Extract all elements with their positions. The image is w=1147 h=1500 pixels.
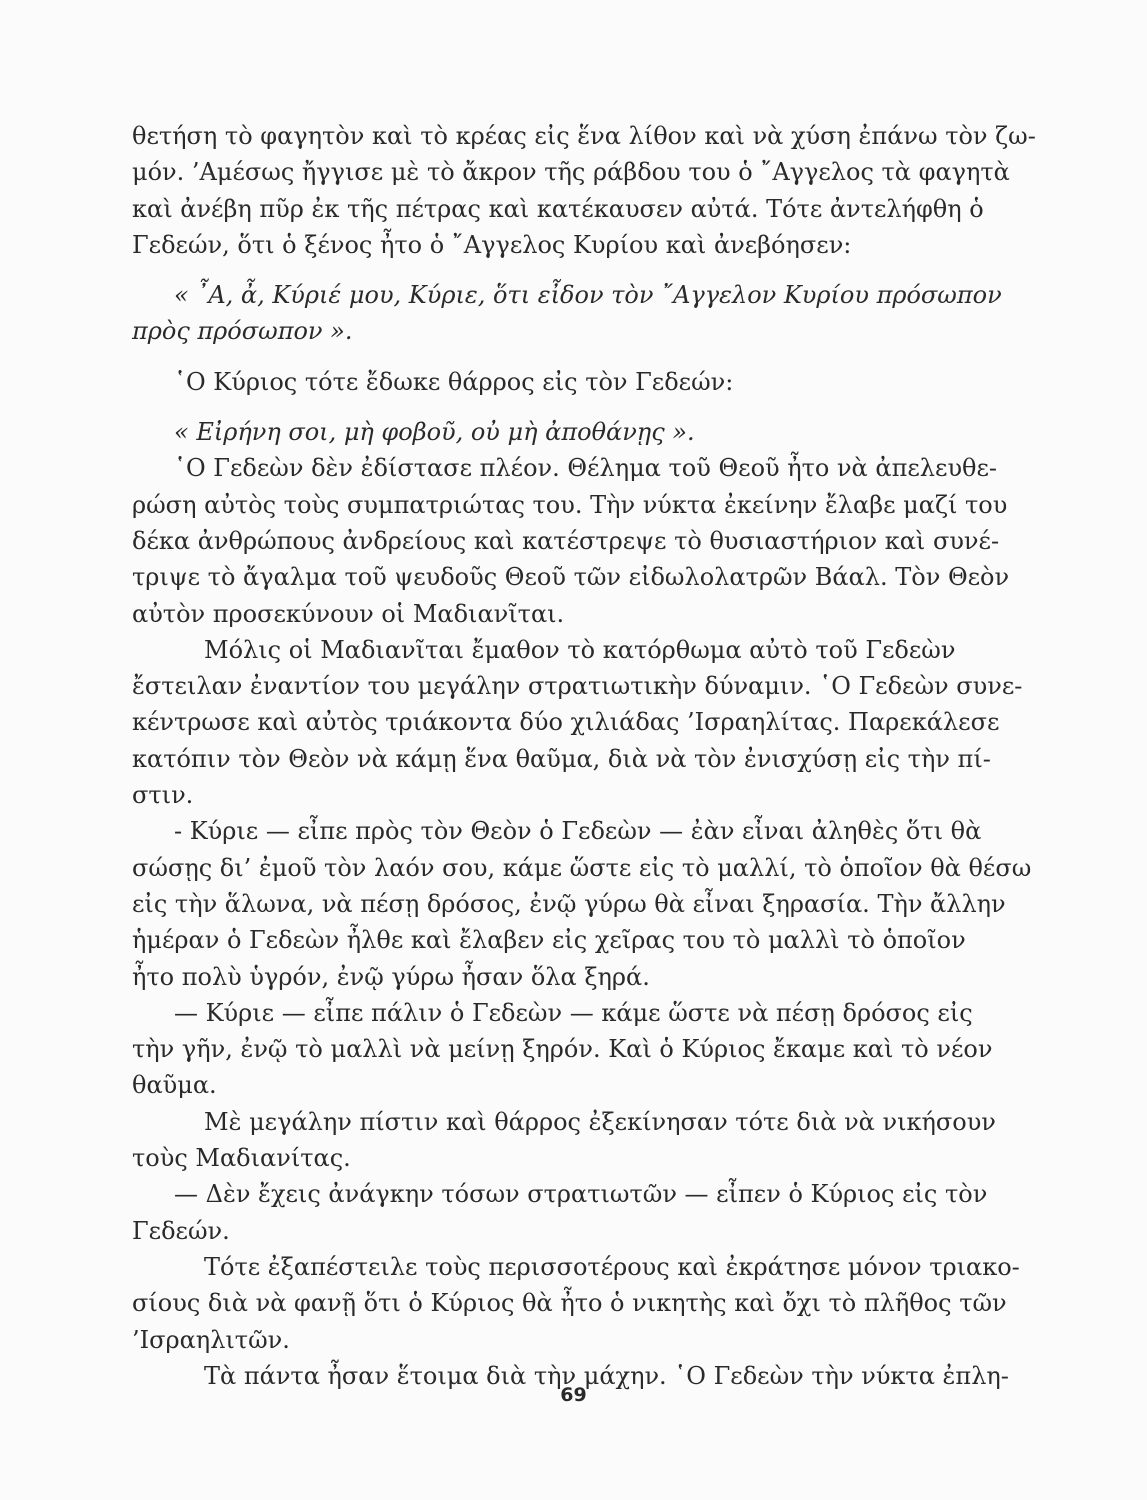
text-line: Γεδεών. <box>132 1216 230 1245</box>
paragraph-gap <box>132 400 952 414</box>
text-line: μόν. ’Αμέσως ἤγγισε μὲ τὸ ἄκρον τῆς ράβδου του ὁ ῎Αγγελος τὰ φαγητὰ <box>132 158 1010 187</box>
text-line: δέκα ἀνθρώπους ἀνδρείους καὶ κατέστρεψε τὸ θυσιαστήριον καὶ συνέ- <box>132 526 1000 555</box>
text-line: καὶ ἀνέβη πῦρ ἐκ τῆς πέτρας καὶ κατέκαυσεν αὐτά. Τότε ἀντελήφθη ὁ <box>132 194 984 223</box>
text-line: Τότε ἐξαπέστειλε τοὺς περισσοτέρους καὶ ἐκράτησε μόνον τριακο- <box>204 1252 1020 1281</box>
text-line: θαῦμα. <box>132 1071 217 1100</box>
text-line: στιν. <box>132 781 194 810</box>
quote-line: πρὸς πρόσωπον ». <box>132 317 353 346</box>
quote-line: « Εἰρήνη σοι, μὴ φοβοῦ, οὐ μὴ ἀποθάνῃς ». <box>174 418 695 447</box>
text-line: ἡμέραν ὁ Γεδεὼν ἦλθε καὶ ἔλαβεν εἰς χεῖρας του τὸ μαλλὶ τὸ ὁποῖον <box>132 926 966 955</box>
paragraph-gap <box>132 263 952 277</box>
text-line: ῾Ο Κύριος τότε ἔδωκε θάρρος εἰς τὸν Γεδεών: <box>174 367 734 396</box>
text-line: — Δὲν ἔχεις ἀνάγκην τόσων στρατιωτῶν — εἶπεν ὁ Κύριος εἰς τὸν <box>174 1180 988 1209</box>
page-number: 69 <box>560 1384 587 1406</box>
text-line: τὴν γῆν, ἐνῷ τὸ μαλλὶ νὰ μείνῃ ξηρόν. Καὶ ὁ Κύριος ἔκαμε καὶ τὸ νέον <box>132 1035 993 1064</box>
text-line: ρώση αὐτὸς τοὺς συμπατριώτας του. Τὴν νύκτα ἐκείνην ἔλαβε μαζί του <box>132 490 1008 519</box>
text-line: — Κύριε — εἶπε πάλιν ὁ Γεδεὼν — κάμε ὥστε νὰ πέσῃ δρόσος εἰς <box>174 998 973 1027</box>
quote-line: « ῏Α, ἆ, Κύριέ μου, Κύριε, ὅτι εἶδον τὸν ῎Αγγελον Κυρίου πρόσωπον <box>174 281 1002 310</box>
text-line: σώσῃς δι’ ἐμοῦ τὸν λαόν σου, κάμε ὥστε εἰς τὸ μαλλί, τὸ ὁποῖον θὰ θέσω <box>132 853 1032 882</box>
text-line: Μὲ μεγάλην πίστιν καὶ θάρρος ἐξεκίνησαν τότε διὰ νὰ νικήσουν <box>204 1107 996 1136</box>
text-line: Τὰ πάντα ἦσαν ἕτοιμα διὰ τὴν μάχην. ῾Ο Γεδεὼν τὴν νύκτα ἐπλη- <box>204 1361 1009 1390</box>
text-line: κέντρωσε καὶ αὐτὸς τριάκοντα δύο χιλιάδας ’Ισραηλίτας. Παρεκάλεσε <box>132 708 1000 737</box>
text-line: - Κύριε — εἶπε πρὸς τὸν Θεὸν ὁ Γεδεὼν — ἐὰν εἶναι ἀληθὲς ὅτι θὰ <box>174 817 982 846</box>
text-line: ῾Ο Γεδεὼν δὲν ἐδίστασε πλέον. Θέλημα τοῦ Θεοῦ ἦτο νὰ ἀπελευθε- <box>174 454 998 483</box>
text-line: τοὺς Μαδιανίτας. <box>132 1144 351 1173</box>
paragraph-gap <box>132 350 952 364</box>
text-line: Μόλις οἱ Μαδιανῖται ἔμαθον τὸ κατόρθωμα αὐτὸ τοῦ Γεδεὼν <box>204 635 956 664</box>
text-line: σίους διὰ νὰ φανῇ ὅτι ὁ Κύριος θὰ ἦτο ὁ νικητὴς καὶ ὄχι τὸ πλῆθος τῶν <box>132 1289 1007 1318</box>
text-line: κατόπιν τὸν Θεὸν νὰ κάμῃ ἕνα θαῦμα, διὰ νὰ τὸν ἐνισχύσῃ εἰς τὴν πί- <box>132 744 991 773</box>
text-line: ἦτο πολὺ ὑγρόν, ἐνῷ γύρω ἦσαν ὅλα ξηρά. <box>132 962 650 991</box>
text-line: αὐτὸν προσεκύνουν οἱ Μαδιανῖται. <box>132 599 565 628</box>
text-line: τριψε τὸ ἄγαλμα τοῦ ψευδοῦς Θεοῦ τῶν εἰδωλολατρῶν Βάαλ. Τὸν Θεὸν <box>132 563 1010 592</box>
page-body <box>132 118 1036 1394</box>
text-line: Γεδεών, ὅτι ὁ ξένος ἦτο ὁ ῎Αγγελος Κυρίου καὶ ἀνεβόησεν: <box>132 230 852 259</box>
text-line: εἰς τὴν ἅλωνα, νὰ πέσῃ δρόσος, ἐνῷ γύρω θὰ εἶναι ξηρασία. Τὴν ἄλλην <box>132 889 1006 918</box>
text-line: ’Ισραηλιτῶν. <box>132 1325 290 1354</box>
text-line: θετήση τὸ φαγητὸν καὶ τὸ κρέας εἰς ἕνα λίθον καὶ νὰ χύση ἐπάνω τὸν ζω- <box>132 122 1036 150</box>
text-line: ἔστειλαν ἐναντίον του μεγάλην στρατιωτικὴν δύναμιν. ῾Ο Γεδεὼν συνε- <box>132 672 1023 701</box>
